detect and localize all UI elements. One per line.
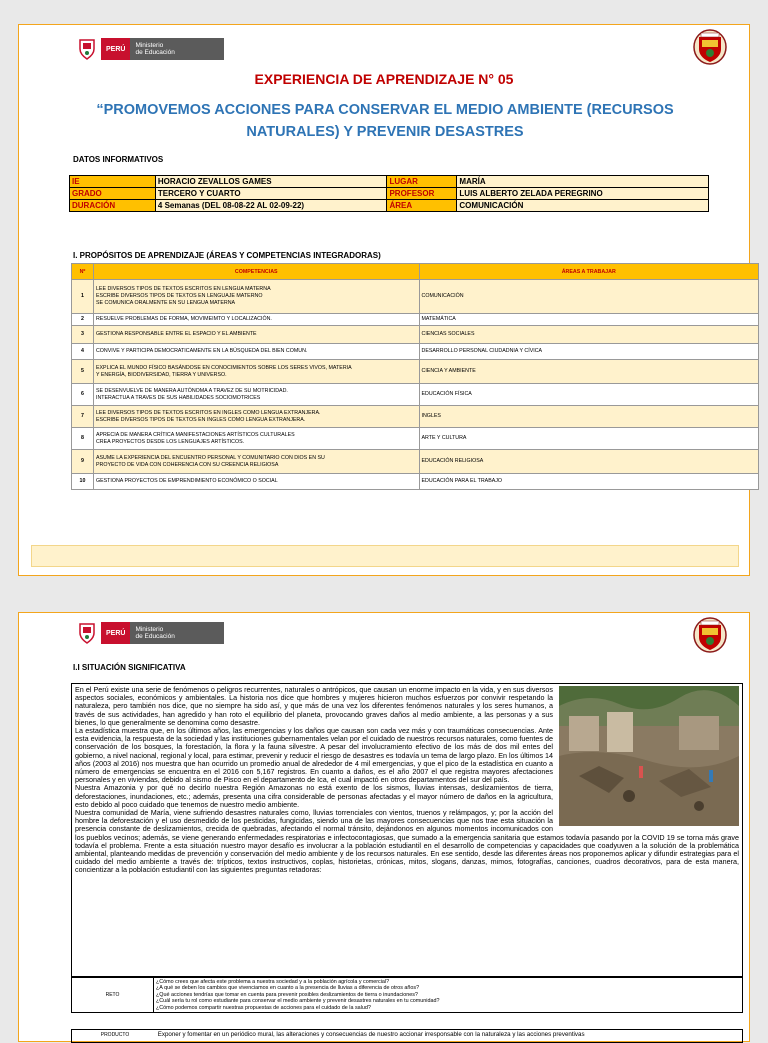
reto-row [72,978,743,1013]
info-value: MARÍA [457,176,709,188]
proposito-number: 6 [72,384,94,406]
info-value: HORACIO ZEVALLOS GAMES [155,176,387,188]
proposito-row [72,344,759,360]
proposito-row [72,428,759,450]
reto-question: ¿Cómo podemos compartir nuestras propuestas de acciones para el cuidado de la salud? [156,1004,371,1011]
proposito-row [72,326,759,344]
proposito-row [72,360,759,384]
proposito-row [72,384,759,406]
info-row [70,176,709,188]
document-page-1 [18,24,750,576]
paragraph: Nuestra comunidad de María, viene sufriendo desastres naturales como, lluvias torrenciales con vientos, truenos y relámpagos, y; por la acción del hombre la deforestación y el uso desmedido de los pesticidas, fungicidas, siendo una de las mayores consecuencias que nos trae esta situación la presencia constante de deslizamientos, crecida de quebradas, afectando el normal tránsito, dejándonos en algunos momentos incomunicados con los pueblos vecinos; además, se viene generando enfermedades respiratorias e infectocontagiosas, que sumado a la emergencia sanitaria que estamos todavía pasando por la COVID 19 se torna más grave todavía el problema. Frente a esta situación nuestro mayor desafío es involucrar a la población estudiantil en el desarrollo de competencias y capacidades que coadyuven a la solución de la problemática ambiental, planteando medidas de prevención y conservación del medio ambiente y de los recursos naturales. En ese sentido, desde las diferentes áreas nos proponemos aplicar y difundir estrategias para el cuidado del medio ambiente a través de: trípticos, textos instructivos, coplas, historietas, crónicas, mitos, slogans, danzas, mimos, fotografías, canciones, cuadros decorativos, para de esta manera, concientizar a la población estudiantil con las siguientes preguntas retadoras: [75,808,739,875]
reto-question: ¿A qué se deben los cambios que vivenciamos en cuanto a la presencia de lluvias a diferencia de otros años? [156,985,420,992]
info-label: LUGAR [387,176,457,188]
info-label: DURACIÓN [70,200,156,212]
info-value: COMUNICACIÓN [457,200,709,212]
proposito-competencia: EXPLICA EL MUNDO FÍSICO BASÁNDOSE EN CONOCIMIENTOS SOBRE LOS SERES VIVOS, MATERIA Y ENERGÍA, BIODIVERSIDAD, TIERRA Y UNIVERSO. [93,360,419,384]
proposito-area: INGLES [419,406,759,428]
paragraph: La estadística muestra que, en los últimos años, las emergencias y los daños que causan son cada vez más y con traumáticas consecuencias. Ante esta evidencia, la respuesta de la sociedad y las instituciones gubernamentales velan por el cuidado de nuestros recursos naturales, como fuentes de conservación de los bosques, la forestación, la flora y la fauna silvestre. A pesar del involucramiento efectivo de los más de dos mil entes del gobierno, a nivel nacional, regional y local, para estimar, prevenir y reducir el riesgo de desastres es todavía un tema de largo plazo. En los últimos 14 años (2003 al 2016) nos muestra que han ocurrido un promedio anual de alrededor de 4 mil emergencias, y que el pico de la estadística en cuanto a número de emergencias se encuentra en el 2016 con 5,167 registros. En cuanto a daños, es el año 2007 el que registra mayores afectaciones personales y en viviendas, debido al sismo de Pisco en el departamento de Ica, el cual impactó en otros departamentos del sur del país. [75,726,553,785]
proposito-area: CIENCIAS SOCIALES [419,326,759,344]
reto-question: ¿Qué acciones tendrías que tomar en cuenta para prevenir posibles deslizamientos de tierra o inundaciones? [156,991,418,998]
proposito-area: ARTE Y CULTURA [419,428,759,450]
info-label: PROFESOR [387,188,457,200]
proposito-area: CIENCIA Y AMBIENTE [419,360,759,384]
proposito-row [72,474,759,490]
ministerio-line2: de Educación [135,49,175,56]
situacion-text [72,684,742,877]
info-row [70,188,709,200]
peru-shield-icon [77,622,97,644]
reto-questions [154,978,743,1013]
proposito-area: EDUCACIÓN RELIGIOSA [419,450,759,474]
col-header-number: Nº [72,264,94,280]
document-page-2 [18,612,750,1042]
propositos-heading: I. PROPÓSITOS DE APRENDIZAJE (ÁREAS Y COMPETENCIAS INTEGRADORAS) [73,251,381,260]
school-badge-icon [693,617,727,653]
experience-title: EXPERIENCIA DE APRENDIZAJE N° 05 [254,71,514,87]
proposito-competencia: GESTIONA PROYECTOS DE EMPRENDIMIENTO ECONÓMICO O SOCIAL [93,474,419,490]
proposito-number: 8 [72,428,94,450]
propositos-table [71,263,759,490]
reto-question: ¿Cómo crees que afecta este problema a nuestra sociedad y a la población agrícola y comercial? [156,979,390,985]
proposito-area: EDUCACIÓN PARA EL TRABAJO [419,474,759,490]
proposito-competencia: GESTIONA RESPONSABLE ENTRE EL ESPACIO Y EL AMBIENTE [93,326,419,344]
info-value: 4 Semanas (DEL 08-08-22 AL 02-09-22) [155,200,387,212]
minedu-logo [77,37,224,61]
proposito-competencia: RESUELVE PROBLEMAS DE FORMA, MOVIMEIMTO Y LOCALIZACIÓN. [93,314,419,326]
peru-label: PERÚ [101,38,130,60]
producto-label: PRODUCTO [100,1032,130,1038]
proposito-competencia: LEE DIVERSOS TIPOS DE TEXTOS ESCRITOS EN LENGUA MATERNA ESCRIBE DIVERSOS TIPOS DE TEXTOS EN LENGUAJE MATERNO SE COMUNICA ORALMENTE EN SU LENGUA MATERNA [93,280,419,314]
proposito-competencia: SE DESENVUELVE DE MANERA AUTÓNOMA A TRAVEZ DE SU MOTRICIDAD. INTERACTUA A TRAVES DE SUS HABILIDADES SOCIOMOTRICES [93,384,419,406]
situacion-heading: I.I SITUACIÓN SIGNIFICATIVA [73,663,186,672]
proposito-area: MATEMÁTICA [419,314,759,326]
experience-subtitle: “PROMOVEMOS ACCIONES PARA CONSERVAR EL MEDIO AMBIENTE (RECURSOS NATURALES) Y PREVENIR DESASTRES [96,102,674,140]
reto-label: RETO [72,978,154,1013]
proposito-area: COMUNICACIÓN [419,280,759,314]
proposito-number: 5 [72,360,94,384]
proposito-competencia: CONVIVE Y PARTICIPA DEMOCRATICAMENTE EN LA BÚSQUEDA DEL BIEN COMUN. [93,344,419,360]
proposito-number: 9 [72,450,94,474]
col-header-competencias: COMPETENCIAS [93,264,419,280]
proposito-competencia: ASUME LA EXPERIENCIA DEL ENCUENTRO PERSONAL Y COMUNITARIO CON DIOS EN SU PROYECTO DE VIDA CON COHERENCIA CON SU CREENCIA RELIGIOSA [93,450,419,474]
info-table [69,175,709,212]
datos-informativos-heading: DATOS INFORMATIVOS [73,155,164,164]
info-label: ÁREA [387,200,457,212]
proposito-number: 4 [72,344,94,360]
paragraph: En el Perú existe una serie de fenómenos o peligros recurrentes, naturales o antrópicos, que causan un enorme impacto en la vida, y en sus diversos aspectos sociales, económicos y ambientales. La historia nos dice que hombres y mujeres hicieron muchos esfuerzos por convivir respetando la naturaleza, pero también nos dice, que no siempre ha sido así, y que más de una vez los diferentes fenómenos naturales y los seres humanos, a través de sus actividades, han agredido y han roto el equilibrio del planeta, provocando graves daños al medio ambiente, a las personas y a sus bienes, lo que generalmente se denomina como desastre. [75,685,553,727]
proposito-number: 2 [72,314,94,326]
ministerio-line1: Ministerio [135,626,164,633]
landslide-photo [559,686,739,826]
reto-question: ¿Cuál sería tu rol como estudiante para conservar el medio ambiente y prevenir desastres naturales en tu comunidad? [156,998,440,1005]
proposito-row [72,450,759,474]
page-footer-band [31,545,739,567]
paragraph: Nuestra Amazonia y por qué no decirlo nuestra Región Amazonas no está exento de los sismos, lluvias intensas, deslizamientos de tierra, deforestaciones, inundaciones, etc.; además, presenta una cifra considerable de personas afectadas y el mayor número de daños en la agricultura, esto debido al poco cuidado que tenemos de nuestro medio ambiente. [75,783,553,809]
info-row [70,200,709,212]
info-label: IE [70,176,156,188]
ministerio-line2: de Educación [135,633,175,640]
info-label: GRADO [70,188,156,200]
proposito-competencia: LEE DIVERSOS TIPOS DE TEXTOS ESCRITOS EN INGLES COMO LENGUA EXTRANJERA. ESCRIBE DIVERSOS TIPOS DE TEXTOS EN INGLES COMO LENGUA EXTRANJERA. [93,406,419,428]
school-badge-icon [693,29,727,65]
propositos-header-row [72,264,759,280]
minedu-logo [77,621,224,645]
proposito-area: EDUCACIÓN FÍSICA [419,384,759,406]
proposito-number: 1 [72,280,94,314]
proposito-competencia: APRECIA DE MANERA CRÍTICA MANIFESTACIONES ARTÍSTICOS CULTURALES CREA PROYECTOS DESDE LOS LENGUAJES ARTÍSTICOS. [93,428,419,450]
ministerio-line1: Ministerio [135,42,164,49]
proposito-number: 3 [72,326,94,344]
situacion-box [71,683,743,977]
proposito-row [72,406,759,428]
peru-label: PERÚ [101,622,130,644]
proposito-row [72,314,759,326]
proposito-number: 10 [72,474,94,490]
proposito-row [72,280,759,314]
info-value: LUIS ALBERTO ZELADA PEREGRINO [457,188,709,200]
peru-shield-icon [77,38,97,60]
info-value: TERCERO Y CUARTO [155,188,387,200]
col-header-areas: ÁREAS A TRABAJAR [419,264,759,280]
ministerio-label [130,38,224,60]
proposito-area: DESARROLLO PERSONAL CIUDADNIA Y CÍVICA [419,344,759,360]
ministerio-label [130,622,224,644]
proposito-number: 7 [72,406,94,428]
producto-text: Exponer y fomentar en un periódico mural, las alteraciones y consecuencias de nuestro accionar irresponsable con la naturaleza y las acciones preventivas [157,1031,585,1038]
reto-table [71,977,743,1013]
producto-row [71,1029,743,1043]
